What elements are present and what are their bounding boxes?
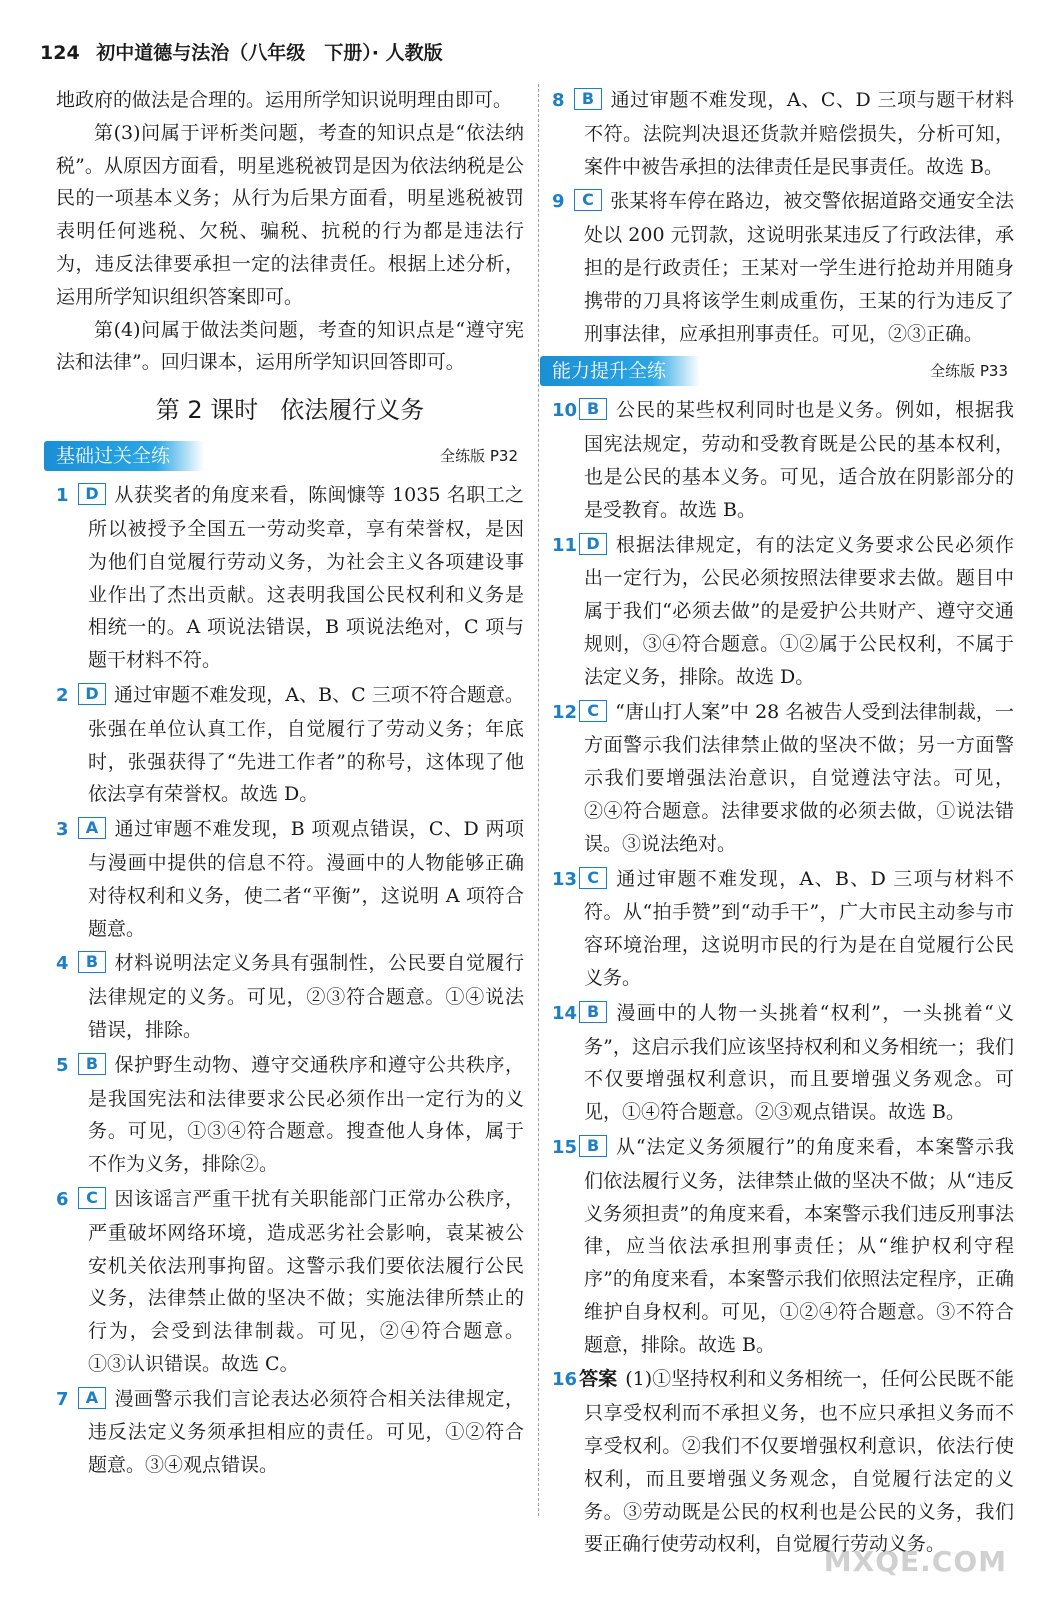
answer-explanation: 张某将车停在路边，被交警依据道路交通安全法处以 200 元罚款，这说明张某违反了行政法律，承担的是行政责任；王某对一学生进行抢劫并用随身携带的刀具将该学生刺成重伤，王某的行为违反了刑事法律，应承担刑事责任。可见，②③正确。 xyxy=(584,190,1014,345)
answer-item xyxy=(56,813,524,945)
answer-badge: D xyxy=(579,533,607,555)
answer-explanation: 通过审题不难发现，A、C、D 三项与题干材料不符。法院判决退还货款并赔偿损失，分析可知，案件中被告承担的法律责任是民事责任。故选 B。 xyxy=(584,89,1014,178)
item-number: 2 xyxy=(56,684,69,706)
answer-badge: B xyxy=(579,398,607,420)
book-title: 初中道德与法治（八年级 下册）· 人教版 xyxy=(96,42,443,64)
item-number: 13 xyxy=(552,868,578,890)
intro-paragraph: 第(3)问属于评析类问题，考查的知识点是“依法纳税”。从原因方面看，明星逃税被罚是因为依法纳税是公民的一项基本义务；从行为后果方面看，明星逃税被罚表明任何逃税、欠税、骗税、抗税的行为都是违法行为，违反法律要承担一定的法律责任。根据上述分析，运用所学知识组织答案即可。 xyxy=(56,121,524,308)
answer-item xyxy=(552,529,1014,694)
answer-badge: B xyxy=(574,88,602,110)
answer-item xyxy=(552,84,1014,183)
answer-explanation: (1)①坚持权利和义务相统一，任何公民既不能只享受权利而不承担义务，也不应只承担义务而不享受权利。②我们不仅要增强权利意识，依法行使权利，而且要增强义务观念，自觉履行法定的义务。③劳动既是公民的权利也是公民的义务，我们要正确行使劳动权利，自觉履行劳动义务。 xyxy=(584,1368,1014,1556)
section-reference: 全练版 P33 xyxy=(930,362,1008,381)
answer-item xyxy=(56,479,524,677)
item-number: 9 xyxy=(552,191,565,213)
answer-explanation: 通过审题不难发现，B 项观点错误，C、D 两项与漫画中提供的信息不符。漫画中的人物能够正确对待权利和义务，使二者“平衡”，这说明 A 项符合题意。 xyxy=(88,818,524,940)
page-header xyxy=(40,38,443,70)
answer-item xyxy=(552,1131,1014,1362)
intro-paragraph: 第(4)问属于做法类问题，考查的知识点是“遵守宪法和法律”。回归课本，运用所学知识回答即可。 xyxy=(56,318,524,374)
answer-explanation: “唐山打人案”中 28 名被告人受到法律制裁，一方面警示我们法律禁止做的坚决不做；另一方面警示我们要增强法治意识，自觉遵法守法。可见，②④符合题意。法律要求做的必须去做，①说法错误。③说法绝对。 xyxy=(584,700,1014,855)
item-number: 10 xyxy=(552,400,578,422)
answer-badge: B xyxy=(78,951,106,973)
answer-item xyxy=(552,394,1014,526)
item-number: 16 xyxy=(552,1369,578,1391)
lesson-number: 第 2 课时 xyxy=(155,396,259,425)
item-number: 5 xyxy=(56,1054,69,1076)
answer-badge: C xyxy=(579,700,607,722)
item-number: 11 xyxy=(552,534,578,556)
answer-item xyxy=(56,1183,524,1381)
lesson-name: 依法履行义务 xyxy=(280,396,425,425)
answer-explanation: 通过审题不难发现，A、B、C 三项不符合题意。张强在单位认真工作，自觉履行了劳动义务；年底时，张强获得了“先进工作者”的称号，这体现了他依法享有荣誉权。故选 D。 xyxy=(88,683,524,806)
answer-label: 答案 xyxy=(579,1368,618,1391)
answer-badge: A xyxy=(78,1387,106,1409)
answer-item xyxy=(552,863,1014,995)
answer-item xyxy=(552,1363,1014,1561)
section-label: 基础过关全练 xyxy=(44,441,204,471)
watermark: MXQE.COM xyxy=(823,1545,1007,1578)
section-banner xyxy=(552,354,1014,388)
answer-explanation: 因该谣言严重干扰有关职能部门正常办公秩序，严重破坏网络环境，造成恶劣社会影响，袁某被公安机关依法刑事拘留。这警示我们要依法履行公民义务，法律禁止做的坚决不做；实施法律所禁止的行为，会受到法律制裁。可见，②④符合题意。①③认识错误。故选 C。 xyxy=(88,1187,524,1375)
answer-badge: B xyxy=(78,1053,106,1075)
answer-item xyxy=(56,1049,524,1181)
answer-badge: D xyxy=(78,483,106,505)
answer-badge: B xyxy=(579,1135,607,1157)
answer-badge: C xyxy=(579,867,607,889)
column-divider xyxy=(538,84,539,1516)
answer-explanation: 漫画中的人物一头挑着“权利”，一头挑着“义务”，这启示我们应该坚持权利和义务相统一；我们不仅要增强权利意识，而且要增强义务观念。可见，①④符合题意。②③观点错误。故选 B。 xyxy=(584,1001,1014,1124)
item-number: 8 xyxy=(552,90,565,111)
section-banner xyxy=(56,439,524,473)
section-label: 能力提升全练 xyxy=(540,356,700,386)
answer-explanation: 通过审题不难发现，A、B、D 三项与材料不符。从“拍手赞”到“动手干”，广大市民主动参与市容环境治理，这说明市民的行为是在自觉履行公民义务。 xyxy=(584,867,1014,989)
answer-explanation: 公民的某些权利同时也是义务。例如，根据我国宪法规定，劳动和受教育既是公民的基本权利，也是公民的基本义务。可见，适合放在阴影部分的是受教育。故选 B。 xyxy=(584,399,1014,521)
item-number: 15 xyxy=(552,1136,578,1158)
item-number: 4 xyxy=(56,953,69,975)
answer-item xyxy=(56,1383,524,1482)
answer-badge: C xyxy=(78,1187,106,1209)
item-number: 14 xyxy=(552,1002,578,1024)
answer-badge: B xyxy=(579,1001,607,1023)
answer-item xyxy=(56,679,524,811)
answer-item xyxy=(56,947,524,1046)
answer-explanation: 从获奖者的角度来看，陈闽慷等 1035 名职工之所以被授予全国五一劳动奖章，享有荣誉权，是因为他们自觉履行劳动义务，为社会主义各项建设事业作出了杰出贡献。这表明我国公民权利和义务是相统一的。A 项说法错误，B 项说法绝对，C 项与题干材料不符。 xyxy=(88,484,524,672)
item-number: 6 xyxy=(56,1188,69,1210)
item-number: 12 xyxy=(552,701,578,723)
answer-badge: A xyxy=(78,817,106,839)
answer-explanation: 从“法定义务须履行”的角度来看，本案警示我们依法履行义务，法律禁止做的坚决不做；从“违反义务须担责”的角度来看，本案警示我们违反刑事法律，应当依法承担刑事责任；从“维护权利守程序”的角度来看，本案警示我们依照法定程序，正确维护自身权利。可见，①②④符合题意。③不符合题意，排除。故选 B。 xyxy=(584,1135,1014,1356)
right-column xyxy=(552,84,1014,1563)
page-number: 124 xyxy=(40,42,80,64)
item-number: 7 xyxy=(56,1388,69,1410)
answer-item xyxy=(552,997,1014,1129)
item-number: 3 xyxy=(56,819,69,841)
answer-explanation: 根据法律规定，有的法定义务要求公民必须作出一定行为，公民必须按照法律要求去做。题目中属于我们“必须去做”的是爱护公共财产、遵守交通规则，③④符合题意。①②属于公民权利，不属于法定义务，排除。故选 D。 xyxy=(584,533,1014,688)
answer-badge: D xyxy=(78,683,106,705)
answer-explanation: 材料说明法定义务具有强制性，公民要自觉履行法律规定的义务。可见，②③符合题意。①④说法错误，排除。 xyxy=(88,952,524,1041)
answer-item xyxy=(552,185,1014,350)
section-reference: 全练版 P32 xyxy=(440,447,518,466)
intro-paragraph: 地政府的做法是合理的。运用所学知识说明理由即可。 xyxy=(56,89,513,111)
left-column xyxy=(56,84,524,1484)
answer-explanation: 保护野生动物、遵守交通秩序和遵守公共秩序，是我国宪法和法律要求公民必须作出一定行为的义务。可见，①③④符合题意。搜查他人身体，属于不作为义务，排除②。 xyxy=(88,1053,524,1176)
answer-item xyxy=(552,696,1014,861)
answer-badge: C xyxy=(574,189,602,211)
item-number: 1 xyxy=(56,485,69,507)
lesson-title xyxy=(56,393,524,427)
answer-explanation: 漫画警示我们言论表达必须符合相关法律规定，违反法定义务须承担相应的责任。可见，①②符合题意。③④观点错误。 xyxy=(88,1387,524,1477)
